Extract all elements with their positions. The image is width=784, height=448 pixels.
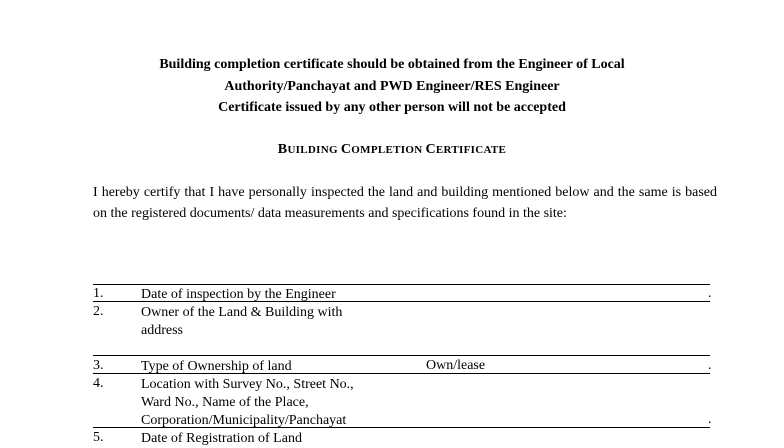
item-4-label-line-2: Ward No., Name of the Place, [141,395,309,410]
item-3-number: 3. [93,358,104,373]
item-1-label: Date of inspection by the Engineer [141,287,336,302]
item-4-label-line-3: Corporation/Municipality/Panchayat [141,413,347,428]
form-rule [93,355,710,356]
notice-line-1: Building completion certificate should be obtained from the Engineer of Local [159,57,625,72]
certification-statement: I hereby certify that I have personally inspected the land and building mentioned below and the same is based on the registered documents/ data measurements and specifications found in the site: [93,185,717,221]
item-5-number: 5. [93,430,104,445]
item-2-label-line-2: address [141,323,183,338]
notice-line-2: Authority/Panchayat and PWD Engineer/RES Engineer [224,79,560,94]
item-2-label-line-1: Owner of the Land & Building with [141,305,343,320]
item-4-end-mark: . [708,412,712,427]
item-1-end-mark: . [708,286,712,301]
item-3-label: Type of Ownership of land [141,359,292,374]
item-4-number: 4. [93,376,104,391]
item-3-end-mark: . [708,358,712,373]
certificate-title: BUILDING COMPLETION CERTIFICATE [277,142,507,157]
item-1-number: 1. [93,286,104,301]
item-2-number: 2. [93,304,104,319]
item-4-label-line-1: Location with Survey No., Street No., [141,377,354,392]
notice-line-3: Certificate issued by any other person will not be accepted [218,100,566,115]
form-rule [93,284,710,285]
item-5-label: Date of Registration of Land [141,431,302,446]
item-3-value: Own/lease [426,358,486,373]
